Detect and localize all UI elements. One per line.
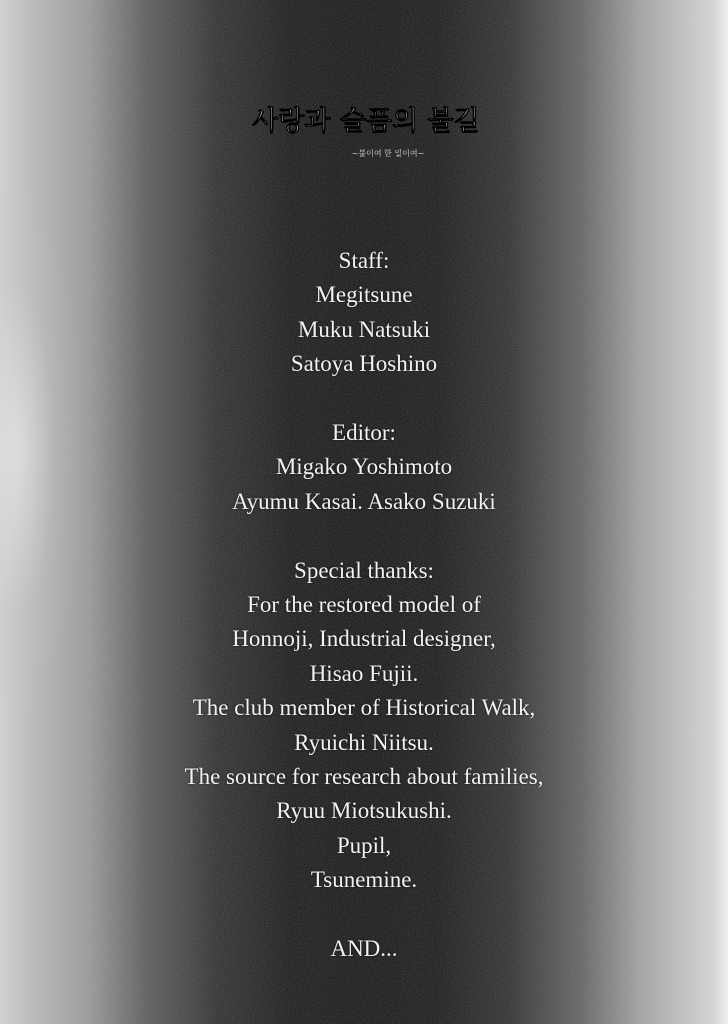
thanks-line: Pupil, — [336, 832, 392, 858]
spacer — [0, 898, 728, 932]
credits-block — [0, 244, 728, 966]
staff-name: Muku Natsuki — [297, 316, 431, 342]
thanks-line: The source for research about families, — [184, 764, 544, 790]
spacer — [0, 519, 728, 553]
editor-heading: Editor: — [332, 420, 396, 446]
thanks-heading: Special thanks: — [294, 557, 434, 583]
title-logo — [252, 78, 480, 170]
spacer — [0, 382, 728, 416]
logo-subtitle: ~불이여 한 일이여~ — [351, 149, 425, 158]
thanks-line: Tsunemine. — [310, 867, 418, 893]
thanks-line: Ryuu Miotsukushi. — [276, 798, 452, 824]
editor-name: Ayumu Kasai. Asako Suzuki — [232, 488, 496, 514]
thanks-line: The club member of Historical Walk, — [192, 695, 536, 721]
staff-heading: Staff: — [338, 248, 390, 273]
staff-name: Megitsune — [315, 282, 413, 308]
thanks-line: Ryuichi Niitsu. — [294, 729, 434, 755]
thanks-line: Honnoji, Industrial designer, — [232, 626, 496, 652]
closing-text: AND... — [330, 936, 398, 962]
editor-name: Migako Yoshimoto — [275, 454, 453, 480]
staff-name: Satoya Hoshino — [290, 351, 438, 377]
logo-title: 사랑과 슬픔의 불길 — [252, 106, 480, 137]
thanks-line: Hisao Fujii. — [309, 660, 419, 686]
thanks-line: For the restored model of — [247, 592, 481, 618]
